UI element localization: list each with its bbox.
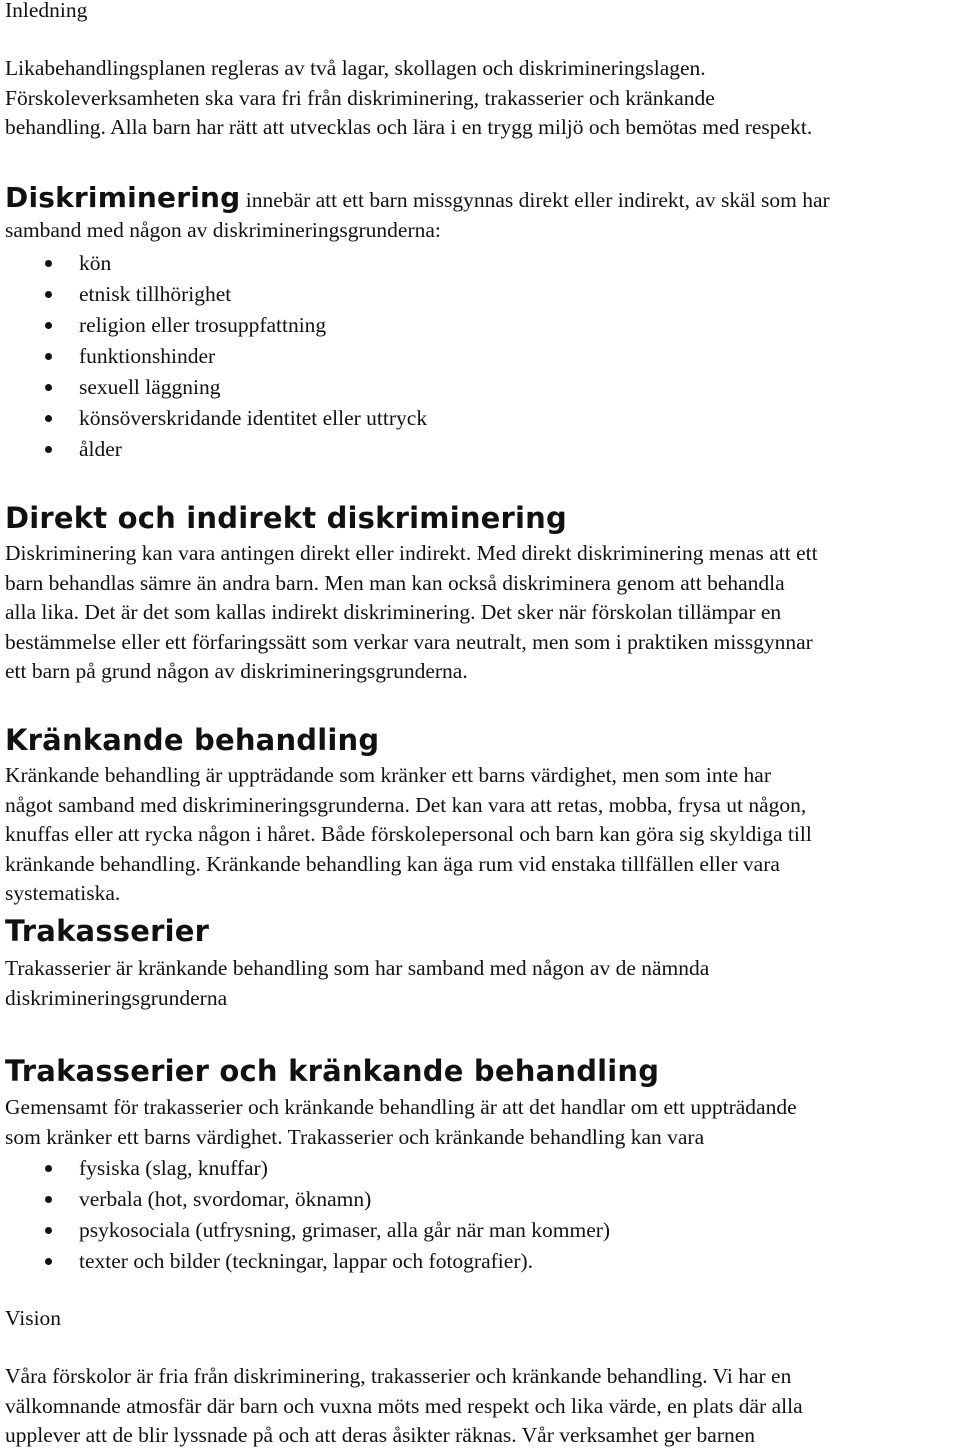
list-item bbox=[5, 1153, 955, 1184]
paragraph-line: knuffas eller att rycka någon i håret. Både förskolepersonal och barn kan göra sig skyldiga till bbox=[5, 822, 812, 847]
list-item bbox=[5, 341, 955, 372]
list-item bbox=[5, 403, 955, 434]
paragraph-line: som kränker ett barns värdighet. Trakasserier och kränkande behandling kan vara bbox=[5, 1124, 705, 1149]
paragraph-line: Diskriminering kan vara antingen direkt eller indirekt. Med direkt diskriminering menas att ett bbox=[5, 541, 818, 565]
paragraph-line: alla lika. Det är det som kallas indirekt diskriminering. Det sker när förskolan tillämpar en bbox=[5, 600, 782, 625]
list-item-text: ålder bbox=[79, 437, 122, 461]
definition-line-1 bbox=[5, 180, 955, 218]
bullet-icon bbox=[45, 353, 52, 360]
paragraph-line: upplever att de blir lyssnade på och att deras åsikter räknas. Vår verksamhet ger barnen bbox=[5, 1423, 756, 1448]
intro-heading bbox=[5, 0, 955, 26]
paragraph-line: kränkande behandling. Kränkande behandling kan äga rum vid enstaka tillfällen eller vara bbox=[5, 851, 780, 876]
paragraph-line: Trakasserier är kränkande behandling som har samband med någon av de nämnda bbox=[5, 956, 710, 980]
paragraph-line: ett barn på grund någon av diskrimineringsgrunderna. bbox=[5, 659, 468, 684]
direct-indirect-paragraph bbox=[5, 539, 955, 687]
list-item bbox=[5, 310, 955, 341]
list-item bbox=[5, 1215, 955, 1246]
list-item bbox=[5, 1184, 955, 1215]
grounds-list bbox=[5, 248, 955, 465]
discrimination-definition bbox=[5, 180, 955, 246]
paragraph-line: Likabehandlingsplanen regleras av två lagar, skollagen och diskrimineringslagen. bbox=[5, 56, 706, 80]
paragraph-line: barn behandlas sämre än andra barn. Men man kan också diskriminera genom att behandla bbox=[5, 570, 785, 595]
bullet-icon bbox=[45, 291, 52, 298]
bullet-icon bbox=[45, 1258, 52, 1265]
intro-heading-text: Inledning bbox=[5, 0, 88, 22]
list-item bbox=[5, 1246, 955, 1277]
list-item bbox=[5, 279, 955, 310]
bullet-icon bbox=[45, 384, 52, 391]
discrimination-term: Diskriminering bbox=[5, 181, 241, 214]
paragraph-line: Förskoleverksamheten ska vara fri från diskriminering, trakasserier och kränkande bbox=[5, 85, 715, 110]
bullet-icon bbox=[45, 446, 52, 453]
list-item-text: könsöverskridande identitet eller uttryck bbox=[79, 406, 428, 430]
harassment-paragraph bbox=[5, 954, 955, 1013]
paragraph-line: Våra förskolor är fria från diskriminering, trakasserier och kränkande behandling. Vi har en bbox=[5, 1364, 792, 1388]
intro-paragraph bbox=[5, 54, 955, 143]
vision-heading bbox=[5, 1304, 955, 1334]
offensive-treatment-paragraph bbox=[5, 761, 955, 909]
paragraph-line: välkomnande atmosfär där barn och vuxna möts med respekt och lika värde, en plats där alla bbox=[5, 1393, 803, 1418]
paragraph-line: diskrimineringsgrunderna bbox=[5, 985, 228, 1010]
direct-indirect-heading: Direkt och indirekt diskriminering bbox=[5, 501, 567, 535]
forms-list bbox=[5, 1153, 955, 1277]
list-item bbox=[5, 248, 955, 279]
list-item-text: kön bbox=[79, 251, 112, 275]
list-item-text: religion eller trosuppfattning bbox=[79, 313, 327, 337]
paragraph-line: behandling. Alla barn har rätt att utvecklas och lära i en trygg miljö och bemötas med respekt. bbox=[5, 115, 813, 140]
definition-line-rest: innebär att ett barn missgynnas direkt eller indirekt, av skäl som har bbox=[240, 188, 830, 212]
list-item-text: funktionshinder bbox=[79, 344, 216, 368]
list-item-text: fysiska (slag, knuffar) bbox=[79, 1156, 268, 1180]
list-item-text: sexuell läggning bbox=[79, 375, 221, 399]
paragraph-line: systematiska. bbox=[5, 881, 121, 906]
paragraph-line: Gemensamt för trakasserier och kränkande behandling är att det handlar om ett uppträdande bbox=[5, 1095, 797, 1119]
list-item-text: etnisk tillhörighet bbox=[79, 282, 232, 306]
list-item bbox=[5, 372, 955, 403]
paragraph-line: något samband med diskrimineringsgrunderna. Det kan vara att retas, mobba, frysa ut någon, bbox=[5, 792, 807, 817]
list-item-text: verbala (hot, svordomar, öknamn) bbox=[79, 1187, 372, 1211]
definition-line-2: samband med någon av diskrimineringsgrunderna: bbox=[5, 218, 441, 242]
paragraph-line: bestämmelse eller ett förfaringssätt som verkar vara neutralt, men som i praktiken missgynnar bbox=[5, 629, 813, 654]
list-item-text: psykosociala (utfrysning, grimaser, alla går när man kommer) bbox=[79, 1218, 611, 1242]
paragraph-line: Kränkande behandling är uppträdande som kränker ett barns värdighet, men som inte har bbox=[5, 763, 771, 787]
list-item-text: texter och bilder (teckningar, lappar och fotografier). bbox=[79, 1249, 534, 1273]
harassment-heading: Trakasserier bbox=[5, 914, 210, 948]
bullet-icon bbox=[45, 1196, 52, 1203]
vision-heading-text: Vision bbox=[5, 1306, 62, 1330]
offensive-treatment-heading: Kränkande behandling bbox=[5, 723, 380, 757]
bullet-icon bbox=[45, 322, 52, 329]
harassment-offensive-paragraph bbox=[5, 1093, 955, 1152]
bullet-icon bbox=[45, 1227, 52, 1234]
bullet-icon bbox=[45, 260, 52, 267]
bullet-icon bbox=[45, 415, 52, 422]
harassment-offensive-heading: Trakasserier och kränkande behandling bbox=[5, 1054, 660, 1088]
list-item bbox=[5, 434, 955, 465]
bullet-icon bbox=[45, 1165, 52, 1172]
vision-paragraph bbox=[5, 1362, 955, 1451]
